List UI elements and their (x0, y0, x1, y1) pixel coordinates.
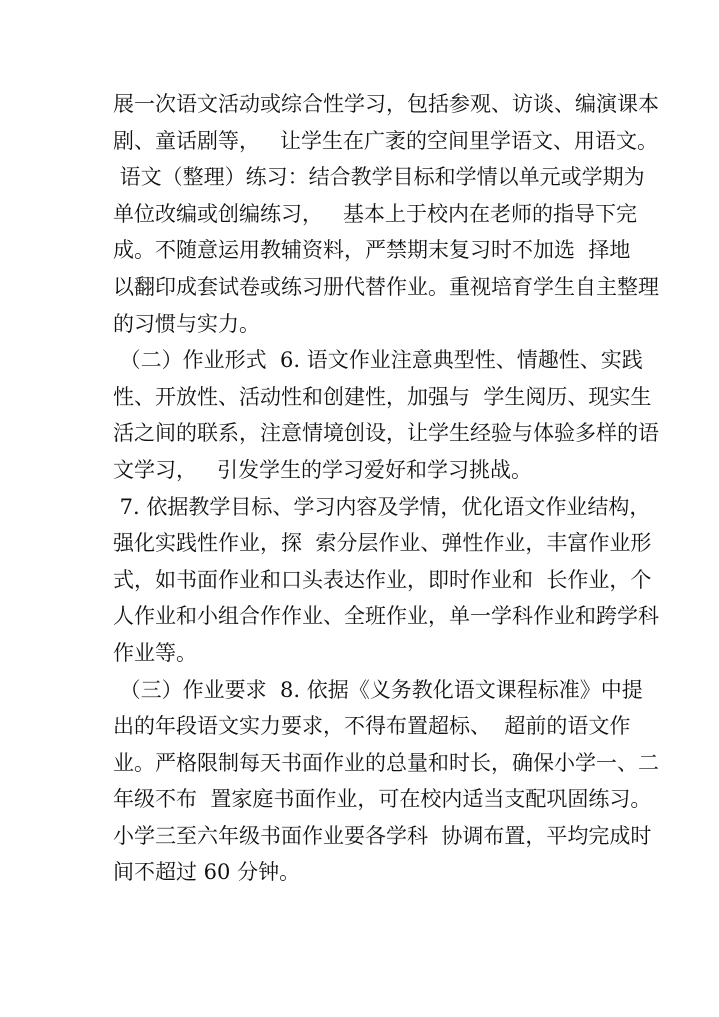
text-line: 以翻印成套试卷或练习册代替作业。重视培育学生自主整理 (113, 274, 659, 299)
text-line: 业。严格限制每天书面作业的总量和时长，确保小学一、二 (113, 750, 659, 775)
text-line: 人作业和小组合作作业、全班作业，单一学科作业和跨学科 (113, 604, 659, 629)
text-line: 出的年段语文实力要求，不得布置超标、 超前的语文作 (113, 714, 631, 739)
text-line: （三）作业要求 8. 依据《义务教化语文课程标准》中提 (113, 677, 643, 702)
text-line: 的习惯与实力。 (113, 311, 260, 336)
text-line: 7. 依据教学目标、学习内容及学情，优化语文作业结构， (113, 494, 651, 519)
text-line: 式，如书面作业和口头表达作业，即时作业和 长作业，个 (113, 567, 652, 592)
text-line: 活之间的联系，注意情境创设，让学生经验与体验多样的语 (113, 421, 659, 446)
text-line: 文学习， 引发学生的学习爱好和学习挑战。 (113, 457, 533, 482)
text-line: 间不超过 60 分钟。 (113, 860, 301, 885)
document-body (113, 86, 659, 891)
text-line: （二）作业形式 6. 语文作业注意典型性、情趣性、实践 (113, 348, 643, 373)
text-line: 小学三至六年级书面作业要各学科 协调布置，平均完成时 (113, 823, 652, 848)
text-line: 单位改编或创编练习， 基本上于校内在老师的指导下完 (113, 201, 638, 226)
text-line: 性、开放性、活动性和创建性，加强与 学生阅历、现实生 (113, 384, 652, 409)
text-line: 作业等。 (113, 640, 197, 665)
text-line: 语文（整理）练习：结合教学目标和学情以单元或学期为 (113, 165, 645, 190)
text-line: 剧、童话剧等， 让学生在广袤的空间里学语文、用语文。 (113, 128, 659, 153)
text-line: 成。不随意运用教辅资料，严禁期末复习时不加选 择地 (113, 238, 631, 263)
text-line: 年级不布 置家庭书面作业，可在校内适当支配巩固练习。 (113, 787, 652, 812)
text-line: 强化实践性作业，探 索分层作业、弹性作业，丰富作业形 (113, 531, 652, 556)
text-line: 展一次语文活动或综合性学习，包括参观、访谈、编演课本 (113, 92, 659, 116)
